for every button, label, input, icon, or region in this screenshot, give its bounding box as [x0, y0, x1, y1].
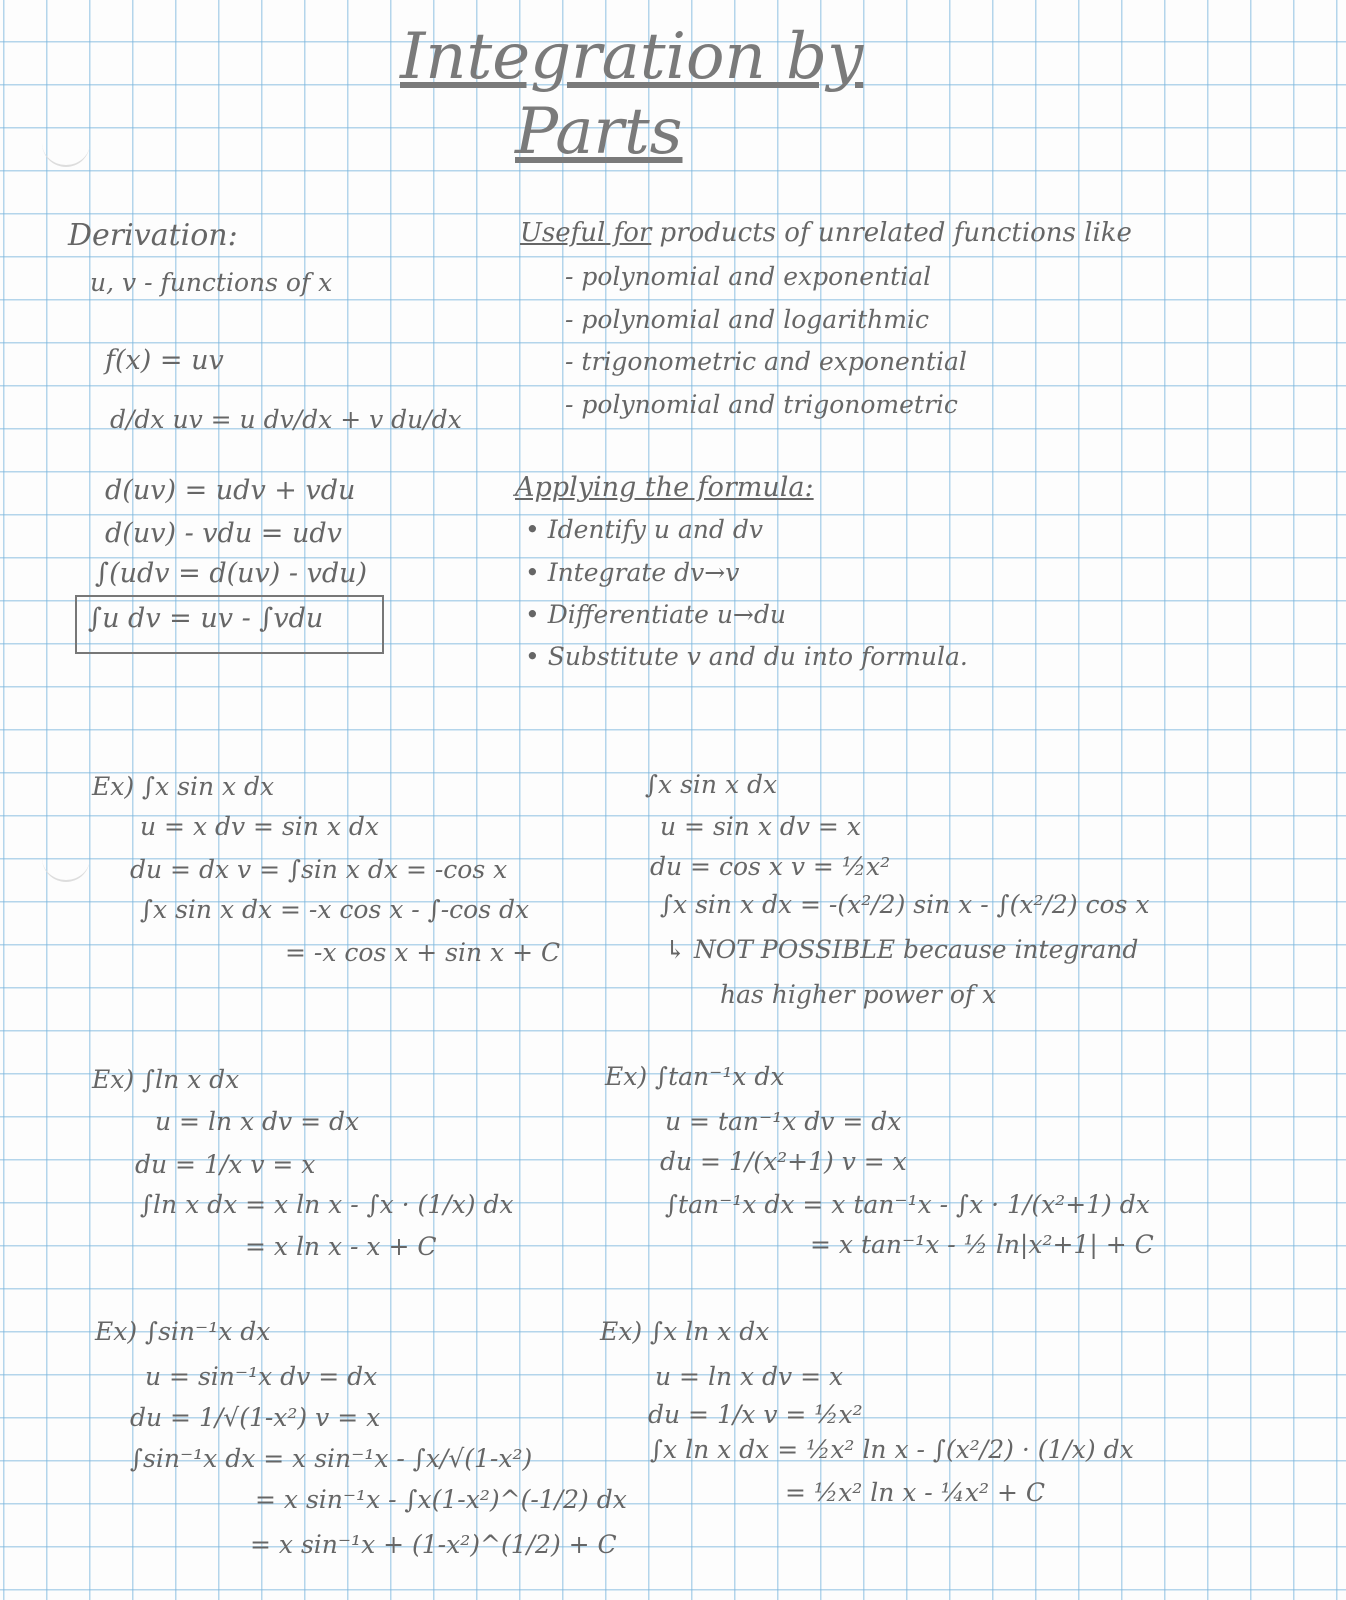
example-4-line: u = tan⁻¹x dv = dx [665, 1107, 902, 1136]
page-title: Integration by [400, 20, 864, 94]
useful-item: - polynomial and logarithmic [565, 305, 929, 334]
example-6-line: = ½x² ln x - ¼x² + C [785, 1478, 1045, 1507]
derivation-heading: Derivation: [68, 218, 238, 253]
useful-heading-rest: products of unrelated functions like [651, 218, 1132, 248]
example-1-line: du = dx v = ∫sin x dx = -cos x [130, 855, 508, 884]
binder-hole [42, 850, 90, 882]
example-5-line: ∫sin⁻¹x dx = x sin⁻¹x - ∫x/√(1-x²) [130, 1444, 533, 1473]
example-3-line: du = 1/x v = x [135, 1150, 316, 1179]
derivation-line: d/dx uv = u dv/dx + v du/dx [110, 405, 462, 434]
example-4-line: du = 1/(x²+1) v = x [660, 1147, 907, 1176]
example-2-line: has higher power of x [720, 980, 997, 1009]
example-3-line: ∫ln x dx = x ln x - ∫x · (1/x) dx [140, 1190, 514, 1219]
example-5-line: du = 1/√(1-x²) v = x [130, 1403, 381, 1432]
useful-heading [520, 218, 1132, 248]
useful-item: - polynomial and exponential [565, 262, 932, 291]
example-2-line: ∫x sin x dx = -(x²/2) sin x - ∫(x²/2) cos x [660, 890, 1150, 919]
applying-step: • Differentiate u→du [525, 600, 786, 629]
example-5-line: Ex) ∫sin⁻¹x dx [95, 1317, 271, 1346]
example-1-line: = -x cos x + sin x + C [285, 938, 561, 967]
example-6-line: u = ln x dv = x [655, 1362, 844, 1391]
example-4-line: ∫tan⁻¹x dx = x tan⁻¹x - ∫x · 1/(x²+1) dx [665, 1190, 1150, 1219]
applying-step: • Integrate dv→v [525, 558, 740, 587]
derivation-line: d(uv) - vdu = udv [105, 518, 342, 549]
example-1-line: Ex) ∫x sin x dx [92, 772, 275, 801]
example-1-line: ∫x sin x dx = -x cos x - ∫-cos dx [140, 895, 530, 924]
example-1-line: u = x dv = sin x dx [140, 812, 379, 841]
derivation-line: f(x) = uv [105, 345, 224, 376]
applying-step: • Substitute v and du into formula. [525, 642, 968, 671]
applying-heading: Applying the formula: [515, 472, 814, 503]
example-6-line: Ex) ∫x ln x dx [600, 1317, 770, 1346]
example-3-line: = x ln x - x + C [245, 1232, 437, 1261]
example-5-line: = x sin⁻¹x + (1-x²)^(1/2) + C [250, 1530, 617, 1559]
example-5-line: = x sin⁻¹x - ∫x(1-x²)^(-1/2) dx [255, 1485, 627, 1514]
derivation-line: d(uv) = udv + vdu [105, 475, 356, 506]
example-6-line: du = 1/x v = ½x² [648, 1400, 863, 1429]
example-2-line: ↳ NOT POSSIBLE because integrand [665, 935, 1139, 964]
applying-step: • Identify u and dv [525, 515, 763, 544]
binder-hole [42, 135, 90, 167]
derivation-line: u, v - functions of x [90, 268, 333, 297]
example-2-line: du = cos x v = ½x² [650, 852, 891, 881]
example-2-line: ∫x sin x dx [645, 770, 778, 799]
page-title-line2: Parts [515, 95, 683, 169]
useful-item: - polynomial and trigonometric [565, 390, 958, 419]
boxed-formula: ∫u dv = uv - ∫vdu [88, 603, 324, 634]
example-3-line: u = ln x dv = dx [155, 1107, 360, 1136]
useful-item: - trigonometric and exponential [565, 347, 967, 376]
example-6-line: ∫x ln x dx = ½x² ln x - ∫(x²/2) · (1/x) dx [650, 1435, 1134, 1464]
example-4-line: = x tan⁻¹x - ½ ln|x²+1| + C [810, 1230, 1154, 1259]
derivation-line: ∫(udv = d(uv) - vdu) [95, 558, 368, 589]
example-5-line: u = sin⁻¹x dv = dx [145, 1362, 378, 1391]
example-4-line: Ex) ∫tan⁻¹x dx [605, 1062, 785, 1091]
example-2-line: u = sin x dv = x [660, 812, 861, 841]
example-3-line: Ex) ∫ln x dx [92, 1065, 240, 1094]
useful-heading-underlined: Useful for [520, 218, 652, 248]
